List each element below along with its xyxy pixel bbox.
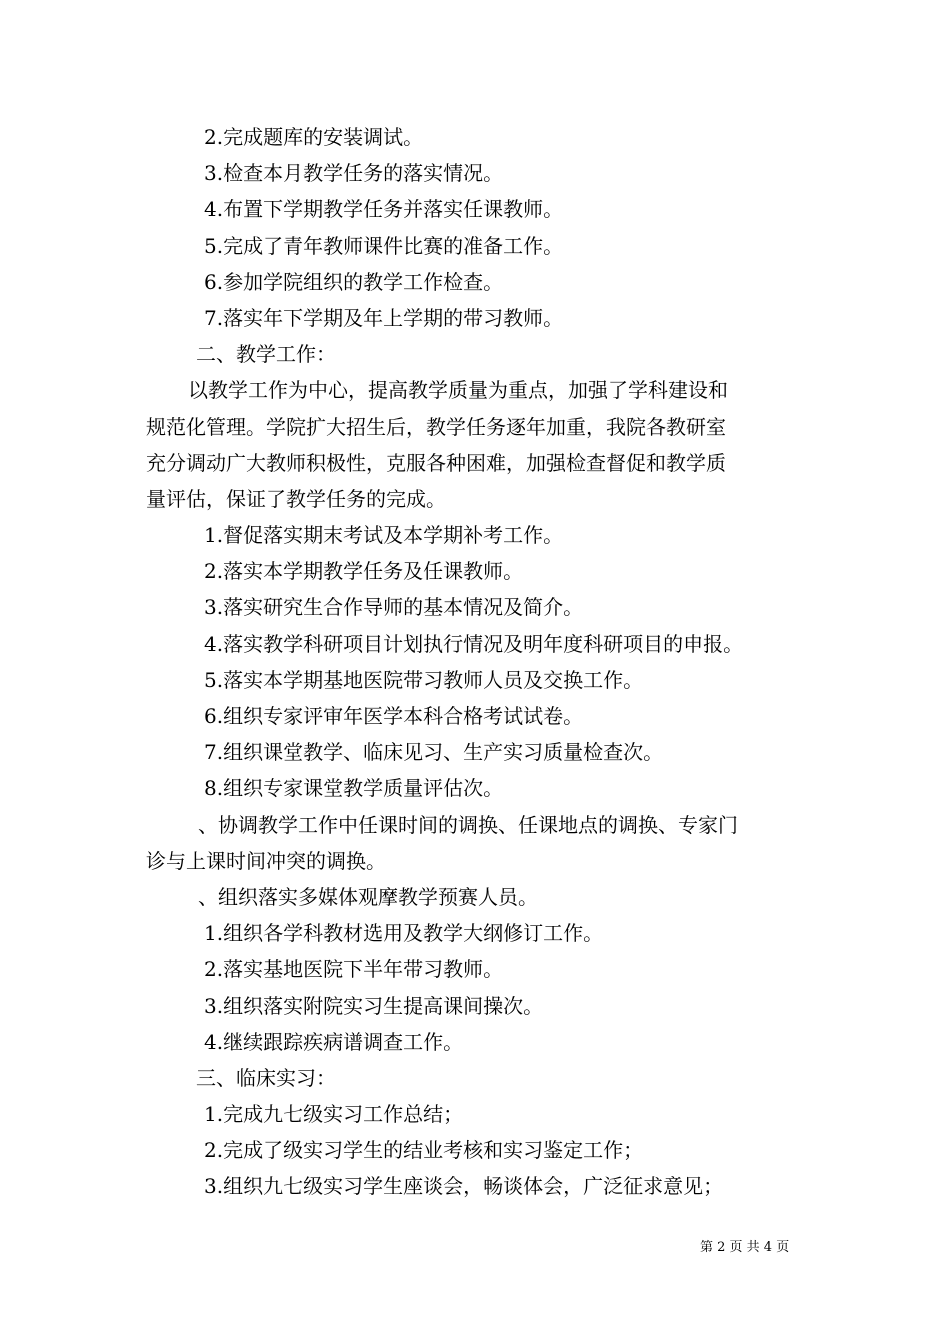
paragraph-line: 规范化管理。学院扩大招生后，教学任务逐年加重，我院各教研室 <box>146 414 726 439</box>
list-item: 4.布置下学期教学任务并落实任课教师。 <box>204 197 564 222</box>
list-item: 5.完成了青年教师课件比赛的准备工作。 <box>204 233 564 258</box>
document-body <box>146 119 808 1205</box>
list-item: 6.参加学院组织的教学工作检查。 <box>204 269 504 294</box>
paragraph-line: 诊与上课时间冲突的调换。 <box>146 848 386 873</box>
list-item: 5.落实本学期基地医院带习教师人员及交换工作。 <box>204 667 644 692</box>
list-item: 4.落实教学科研项目计划执行情况及明年度科研项目的申报。 <box>204 631 744 656</box>
paragraph-line: 以教学工作为中心，提高教学质量为重点，加强了学科建设和 <box>188 378 728 403</box>
page-number-footer: 第 2 页 共 4 页 <box>700 1240 790 1255</box>
list-item: 3.组织九七级实习学生座谈会，畅谈体会，广泛征求意见； <box>204 1174 724 1199</box>
paragraph-line: 量评估，保证了教学任务的完成。 <box>146 486 446 511</box>
list-item: 3.检查本月教学任务的落实情况。 <box>204 161 504 186</box>
paragraph-line: 、协调教学工作中任课时间的调换、任课地点的调换、专家门 <box>198 812 738 837</box>
list-item: 2.落实基地医院下半年带习教师。 <box>204 957 504 982</box>
list-item: 3.落实研究生合作导师的基本情况及简介。 <box>204 595 584 620</box>
list-item: 1.组织各学科教材选用及教学大纲修订工作。 <box>204 921 604 946</box>
list-item: 7.落实年下学期及年上学期的带习教师。 <box>204 305 564 330</box>
list-item: 1.完成九七级实习工作总结； <box>204 1102 464 1127</box>
list-item: 2.完成了级实习学生的结业考核和实习鉴定工作； <box>204 1138 644 1163</box>
list-item: 6.组织专家评审年医学本科合格考试试卷。 <box>204 704 584 728</box>
paragraph-line: 、组织落实多媒体观摩教学预赛人员。 <box>198 884 538 909</box>
section-heading-teaching: 二、教学工作： <box>196 342 336 367</box>
list-item: 4.继续跟踪疾病谱调查工作。 <box>204 1029 464 1054</box>
list-item: 2.落实本学期教学任务及任课教师。 <box>204 559 524 584</box>
list-item: 7.组织课堂教学、临床见习、生产实习质量检查次。 <box>204 740 664 765</box>
paragraph-line: 充分调动广大教师积极性，克服各种困难，加强检查督促和教学质 <box>146 450 726 475</box>
list-item: 8.组织专家课堂教学质量评估次。 <box>204 776 504 801</box>
section-heading-clinical: 三、临床实习： <box>196 1065 336 1090</box>
list-item: 1.督促落实期末考试及本学期补考工作。 <box>204 523 564 548</box>
list-item: 3.组织落实附院实习生提高课间操次。 <box>204 993 544 1018</box>
list-item: 2.完成题库的安装调试。 <box>204 125 424 149</box>
